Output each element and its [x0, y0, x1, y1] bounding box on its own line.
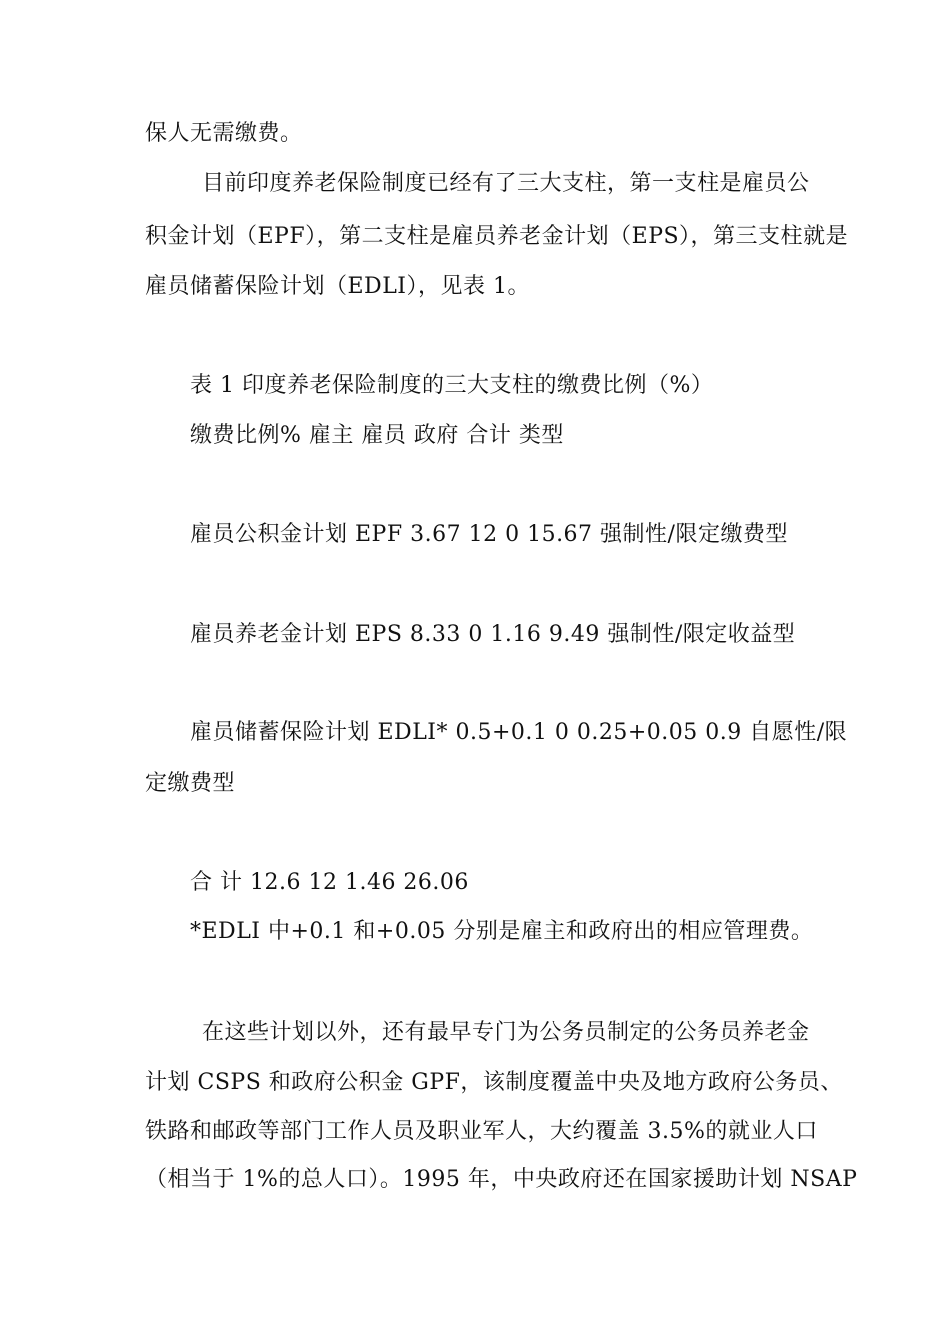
paragraph-line-5: 在这些计划以外，还有最早专门为公务员制定的公务员养老金 [202, 1020, 810, 1045]
table-row-epf: 雇员公积金计划 EPF 3.67 12 0 15.67 强制性/限定缴费型 [190, 522, 788, 547]
paragraph-line-6: 计划 CSPS 和政府公积金 GPF，该制度覆盖中央及地方政府公务员、 [145, 1070, 843, 1095]
table-row-edli: 雇员储蓄保险计划 EDLI* 0.5+0.1 0 0.25+0.05 0.9 自愿性/限 [190, 720, 848, 745]
paragraph-line-7: 铁路和邮政等部门工作人员及职业军人，大约覆盖 3.5%的就业人口 [145, 1119, 818, 1144]
table-row-edli-continued: 定缴费型 [145, 771, 236, 796]
table-title: 表 1 印度养老保险制度的三大支柱的缴费比例（%） [190, 373, 714, 398]
table-row-eps: 雇员养老金计划 EPS 8.33 0 1.16 9.49 强制性/限定收益型 [190, 622, 796, 647]
paragraph-line-8: （相当于 1%的总人口）。1995 年，中央政府还在国家援助计划 NSAP [145, 1167, 858, 1192]
paragraph-line-4: 雇员储蓄保险计划（EDLI），见表 1。 [145, 274, 530, 299]
table-footnote: *EDLI 中+0.1 和+0.05 分别是雇主和政府出的相应管理费。 [190, 919, 814, 944]
paragraph-line-1: 保人无需缴费。 [145, 121, 303, 146]
table-row-total: 合 计 12.6 12 1.46 26.06 [190, 870, 469, 895]
table-header: 缴费比例% 雇主 雇员 政府 合计 类型 [190, 423, 564, 448]
paragraph-line-2: 目前印度养老保险制度已经有了三大支柱，第一支柱是雇员公 [202, 171, 810, 196]
paragraph-line-3: 积金计划（EPF），第二支柱是雇员养老金计划（EPS），第三支柱就是 [145, 224, 849, 249]
